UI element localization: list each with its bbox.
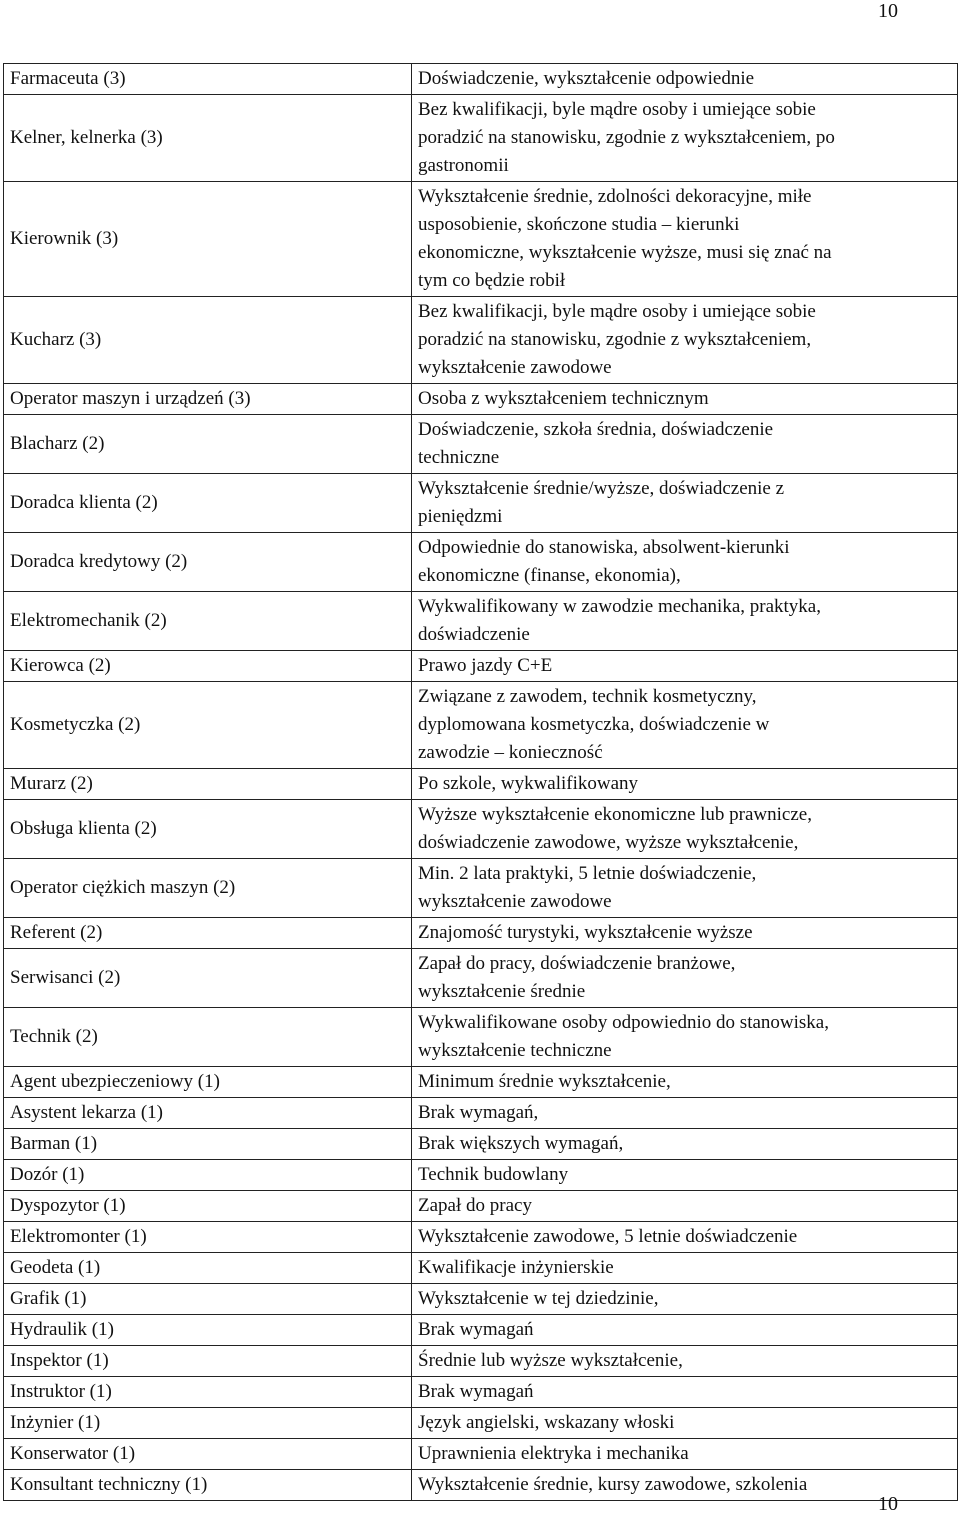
table-row: [4, 769, 958, 800]
job-title-cell: Kosmetyczka (2): [4, 682, 412, 769]
job-title-cell: Barman (1): [4, 1129, 412, 1160]
table-row: [4, 1067, 958, 1098]
job-title-cell: Operator ciężkich maszyn (2): [4, 859, 412, 918]
requirements-cell: Doświadczenie, wykształcenie odpowiednie: [412, 64, 958, 95]
requirements-cell: Znajomość turystyki, wykształcenie wyższe: [412, 918, 958, 949]
job-title-cell: Asystent lekarza (1): [4, 1098, 412, 1129]
table-row: [4, 859, 958, 918]
requirements-cell: Bez kwalifikacji, byle mądre osoby i umiejące sobie poradzić na stanowisku, zgodnie z wykształceniem, po gastronomii: [412, 95, 958, 182]
job-title-cell: Inspektor (1): [4, 1346, 412, 1377]
job-title-cell: Elektromonter (1): [4, 1222, 412, 1253]
requirements-cell: Kwalifikacje inżynierskie: [412, 1253, 958, 1284]
job-title-cell: Kierowca (2): [4, 651, 412, 682]
table-row: [4, 1008, 958, 1067]
table-row: [4, 64, 958, 95]
requirements-cell: Wykształcenie średnie/wyższe, doświadczenie z pieniędzmi: [412, 474, 958, 533]
job-title-cell: Agent ubezpieczeniowy (1): [4, 1067, 412, 1098]
table-row: [4, 1346, 958, 1377]
jobs-table: [3, 63, 958, 1501]
job-title-cell: Hydraulik (1): [4, 1315, 412, 1346]
page-number-top: 10: [878, 0, 898, 22]
requirements-cell: Wyższe wykształcenie ekonomiczne lub prawnicze, doświadczenie zawodowe, wyższe wykształcenie,: [412, 800, 958, 859]
table-row: [4, 1129, 958, 1160]
requirements-cell: Wykształcenie zawodowe, 5 letnie doświadczenie: [412, 1222, 958, 1253]
table-row: [4, 95, 958, 182]
job-title-cell: Geodeta (1): [4, 1253, 412, 1284]
job-title-cell: Instruktor (1): [4, 1377, 412, 1408]
table-row: [4, 182, 958, 297]
table-row: [4, 682, 958, 769]
job-title-cell: Obsługa klienta (2): [4, 800, 412, 859]
table-row: [4, 1253, 958, 1284]
requirements-cell: Średnie lub wyższe wykształcenie,: [412, 1346, 958, 1377]
job-title-cell: Kelner, kelnerka (3): [4, 95, 412, 182]
requirements-cell: Zapał do pracy: [412, 1191, 958, 1222]
job-title-cell: Technik (2): [4, 1008, 412, 1067]
requirements-cell: Język angielski, wskazany włoski: [412, 1408, 958, 1439]
requirements-cell: Brak wymagań,: [412, 1098, 958, 1129]
requirements-cell: Doświadczenie, szkoła średnia, doświadczenie techniczne: [412, 415, 958, 474]
requirements-cell: Po szkole, wykwalifikowany: [412, 769, 958, 800]
page-number-bottom: 10: [878, 1493, 898, 1515]
requirements-cell: Bez kwalifikacji, byle mądre osoby i umiejące sobie poradzić na stanowisku, zgodnie z wykształceniem, wykształcenie zawodowe: [412, 297, 958, 384]
table-row: [4, 1470, 958, 1501]
requirements-cell: Brak wymagań: [412, 1377, 958, 1408]
requirements-cell: Odpowiednie do stanowiska, absolwent-kierunki ekonomiczne (finanse, ekonomia),: [412, 533, 958, 592]
table-row: [4, 533, 958, 592]
requirements-cell: Minimum średnie wykształcenie,: [412, 1067, 958, 1098]
table-row: [4, 415, 958, 474]
table-row: [4, 1408, 958, 1439]
job-title-cell: Grafik (1): [4, 1284, 412, 1315]
job-title-cell: Elektromechanik (2): [4, 592, 412, 651]
requirements-cell: Brak wymagań: [412, 1315, 958, 1346]
job-title-cell: Operator maszyn i urządzeń (3): [4, 384, 412, 415]
job-title-cell: Inżynier (1): [4, 1408, 412, 1439]
requirements-cell: Prawo jazdy C+E: [412, 651, 958, 682]
table-row: [4, 474, 958, 533]
job-title-cell: Konsultant techniczny (1): [4, 1470, 412, 1501]
table-row: [4, 1439, 958, 1470]
table-row: [4, 1284, 958, 1315]
job-title-cell: Konserwator (1): [4, 1439, 412, 1470]
requirements-cell: Zapał do pracy, doświadczenie branżowe, wykształcenie średnie: [412, 949, 958, 1008]
job-title-cell: Kucharz (3): [4, 297, 412, 384]
job-title-cell: Doradca klienta (2): [4, 474, 412, 533]
requirements-cell: Min. 2 lata praktyki, 5 letnie doświadczenie, wykształcenie zawodowe: [412, 859, 958, 918]
requirements-cell: Wykształcenie w tej dziedzinie,: [412, 1284, 958, 1315]
table-row: [4, 592, 958, 651]
requirements-cell: Brak większych wymagań,: [412, 1129, 958, 1160]
job-title-cell: Dyspozytor (1): [4, 1191, 412, 1222]
requirements-cell: Wykształcenie średnie, kursy zawodowe, szkolenia: [412, 1470, 958, 1501]
requirements-cell: Osoba z wykształceniem technicznym: [412, 384, 958, 415]
jobs-table-body: [4, 64, 958, 1501]
job-title-cell: Kierownik (3): [4, 182, 412, 297]
requirements-cell: Technik budowlany: [412, 1160, 958, 1191]
requirements-cell: Wykwalifikowany w zawodzie mechanika, praktyka, doświadczenie: [412, 592, 958, 651]
table-row: [4, 1377, 958, 1408]
table-row: [4, 297, 958, 384]
table-row: [4, 949, 958, 1008]
table-row: [4, 384, 958, 415]
table-row: [4, 1191, 958, 1222]
table-row: [4, 918, 958, 949]
requirements-cell: Wykwalifikowane osoby odpowiednio do stanowiska, wykształcenie techniczne: [412, 1008, 958, 1067]
table-row: [4, 1160, 958, 1191]
requirements-cell: Wykształcenie średnie, zdolności dekoracyjne, miłe usposobienie, skończone studia – kierunki ekonomiczne, wykształcenie wyższe, musi się znać na tym co będzie robił: [412, 182, 958, 297]
table-row: [4, 651, 958, 682]
table-row: [4, 1315, 958, 1346]
table-row: [4, 800, 958, 859]
requirements-cell: Związane z zawodem, technik kosmetyczny, dyplomowana kosmetyczka, doświadczenie w zawodzie – konieczność: [412, 682, 958, 769]
job-title-cell: Referent (2): [4, 918, 412, 949]
requirements-cell: Uprawnienia elektryka i mechanika: [412, 1439, 958, 1470]
table-row: [4, 1222, 958, 1253]
job-title-cell: Blacharz (2): [4, 415, 412, 474]
job-title-cell: Serwisanci (2): [4, 949, 412, 1008]
job-title-cell: Dozór (1): [4, 1160, 412, 1191]
job-title-cell: Murarz (2): [4, 769, 412, 800]
job-title-cell: Doradca kredytowy (2): [4, 533, 412, 592]
job-title-cell: Farmaceuta (3): [4, 64, 412, 95]
table-row: [4, 1098, 958, 1129]
